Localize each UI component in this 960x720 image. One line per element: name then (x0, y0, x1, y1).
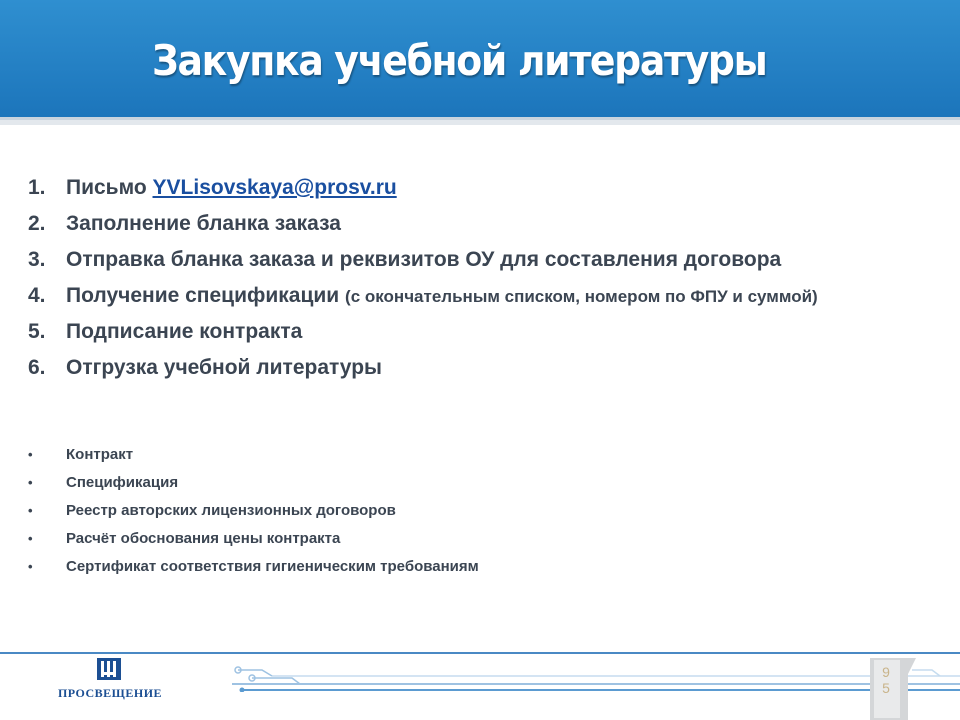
footer-divider (0, 652, 960, 654)
circuit-decoration (232, 666, 960, 692)
logo-text: ПРОСВЕЩЕНИЕ (57, 686, 163, 700)
document-item (28, 525, 479, 553)
step-item (28, 206, 818, 242)
step-text: Заполнение бланка заказа (66, 212, 341, 235)
page-number-digit: 9 (882, 664, 890, 680)
document-item (28, 469, 479, 497)
step-number: 3. (28, 248, 46, 271)
prosveshchenie-logo (54, 658, 166, 702)
step-item (28, 242, 818, 278)
bullet-icon: • (28, 475, 33, 490)
bullet-icon: • (28, 531, 33, 546)
bullet-icon: • (28, 559, 33, 574)
step-number: 4. (28, 284, 46, 307)
logo-mark-icon (97, 658, 121, 680)
bullet-icon: • (28, 503, 33, 518)
step-number: 5. (28, 320, 46, 343)
step-text: Получение спецификации (66, 284, 346, 307)
documents-list (28, 441, 479, 581)
step-text: Подписание контракта (66, 320, 303, 343)
title-bar (0, 0, 960, 120)
steps-list (28, 170, 818, 386)
step-text: Отправка бланка заказа и реквизитов ОУ для составления договора (66, 248, 782, 271)
step-text: Письмо (66, 176, 153, 199)
page-number-digit: 5 (882, 680, 890, 696)
document-label: Сертификат соответствия гигиеническим требованиям (66, 558, 479, 575)
document-label: Спецификация (66, 474, 179, 491)
step-item (28, 278, 818, 314)
document-label: Реестр авторских лицензионных договоров (66, 502, 396, 519)
step-number: 6. (28, 356, 46, 379)
bullet-icon: • (28, 447, 33, 462)
step-note: (с окончательным списком, номером по ФПУ и суммой) (345, 287, 818, 306)
step-text: Отгрузка учебной литературы (66, 356, 382, 379)
step-item (28, 170, 818, 206)
document-item (28, 441, 479, 469)
step-item (28, 314, 818, 350)
slide-title: Закупка учебной литературы (152, 36, 767, 85)
document-item (28, 497, 479, 525)
document-label: Расчёт обоснования цены контракта (66, 530, 341, 547)
email-link[interactable]: YVLisovskaya@prosv.ru (152, 176, 397, 199)
step-number: 1. (28, 176, 46, 199)
step-item (28, 350, 818, 386)
document-item (28, 553, 479, 581)
document-label: Контракт (66, 446, 134, 463)
step-number: 2. (28, 212, 46, 235)
page-number-badge (870, 658, 916, 720)
